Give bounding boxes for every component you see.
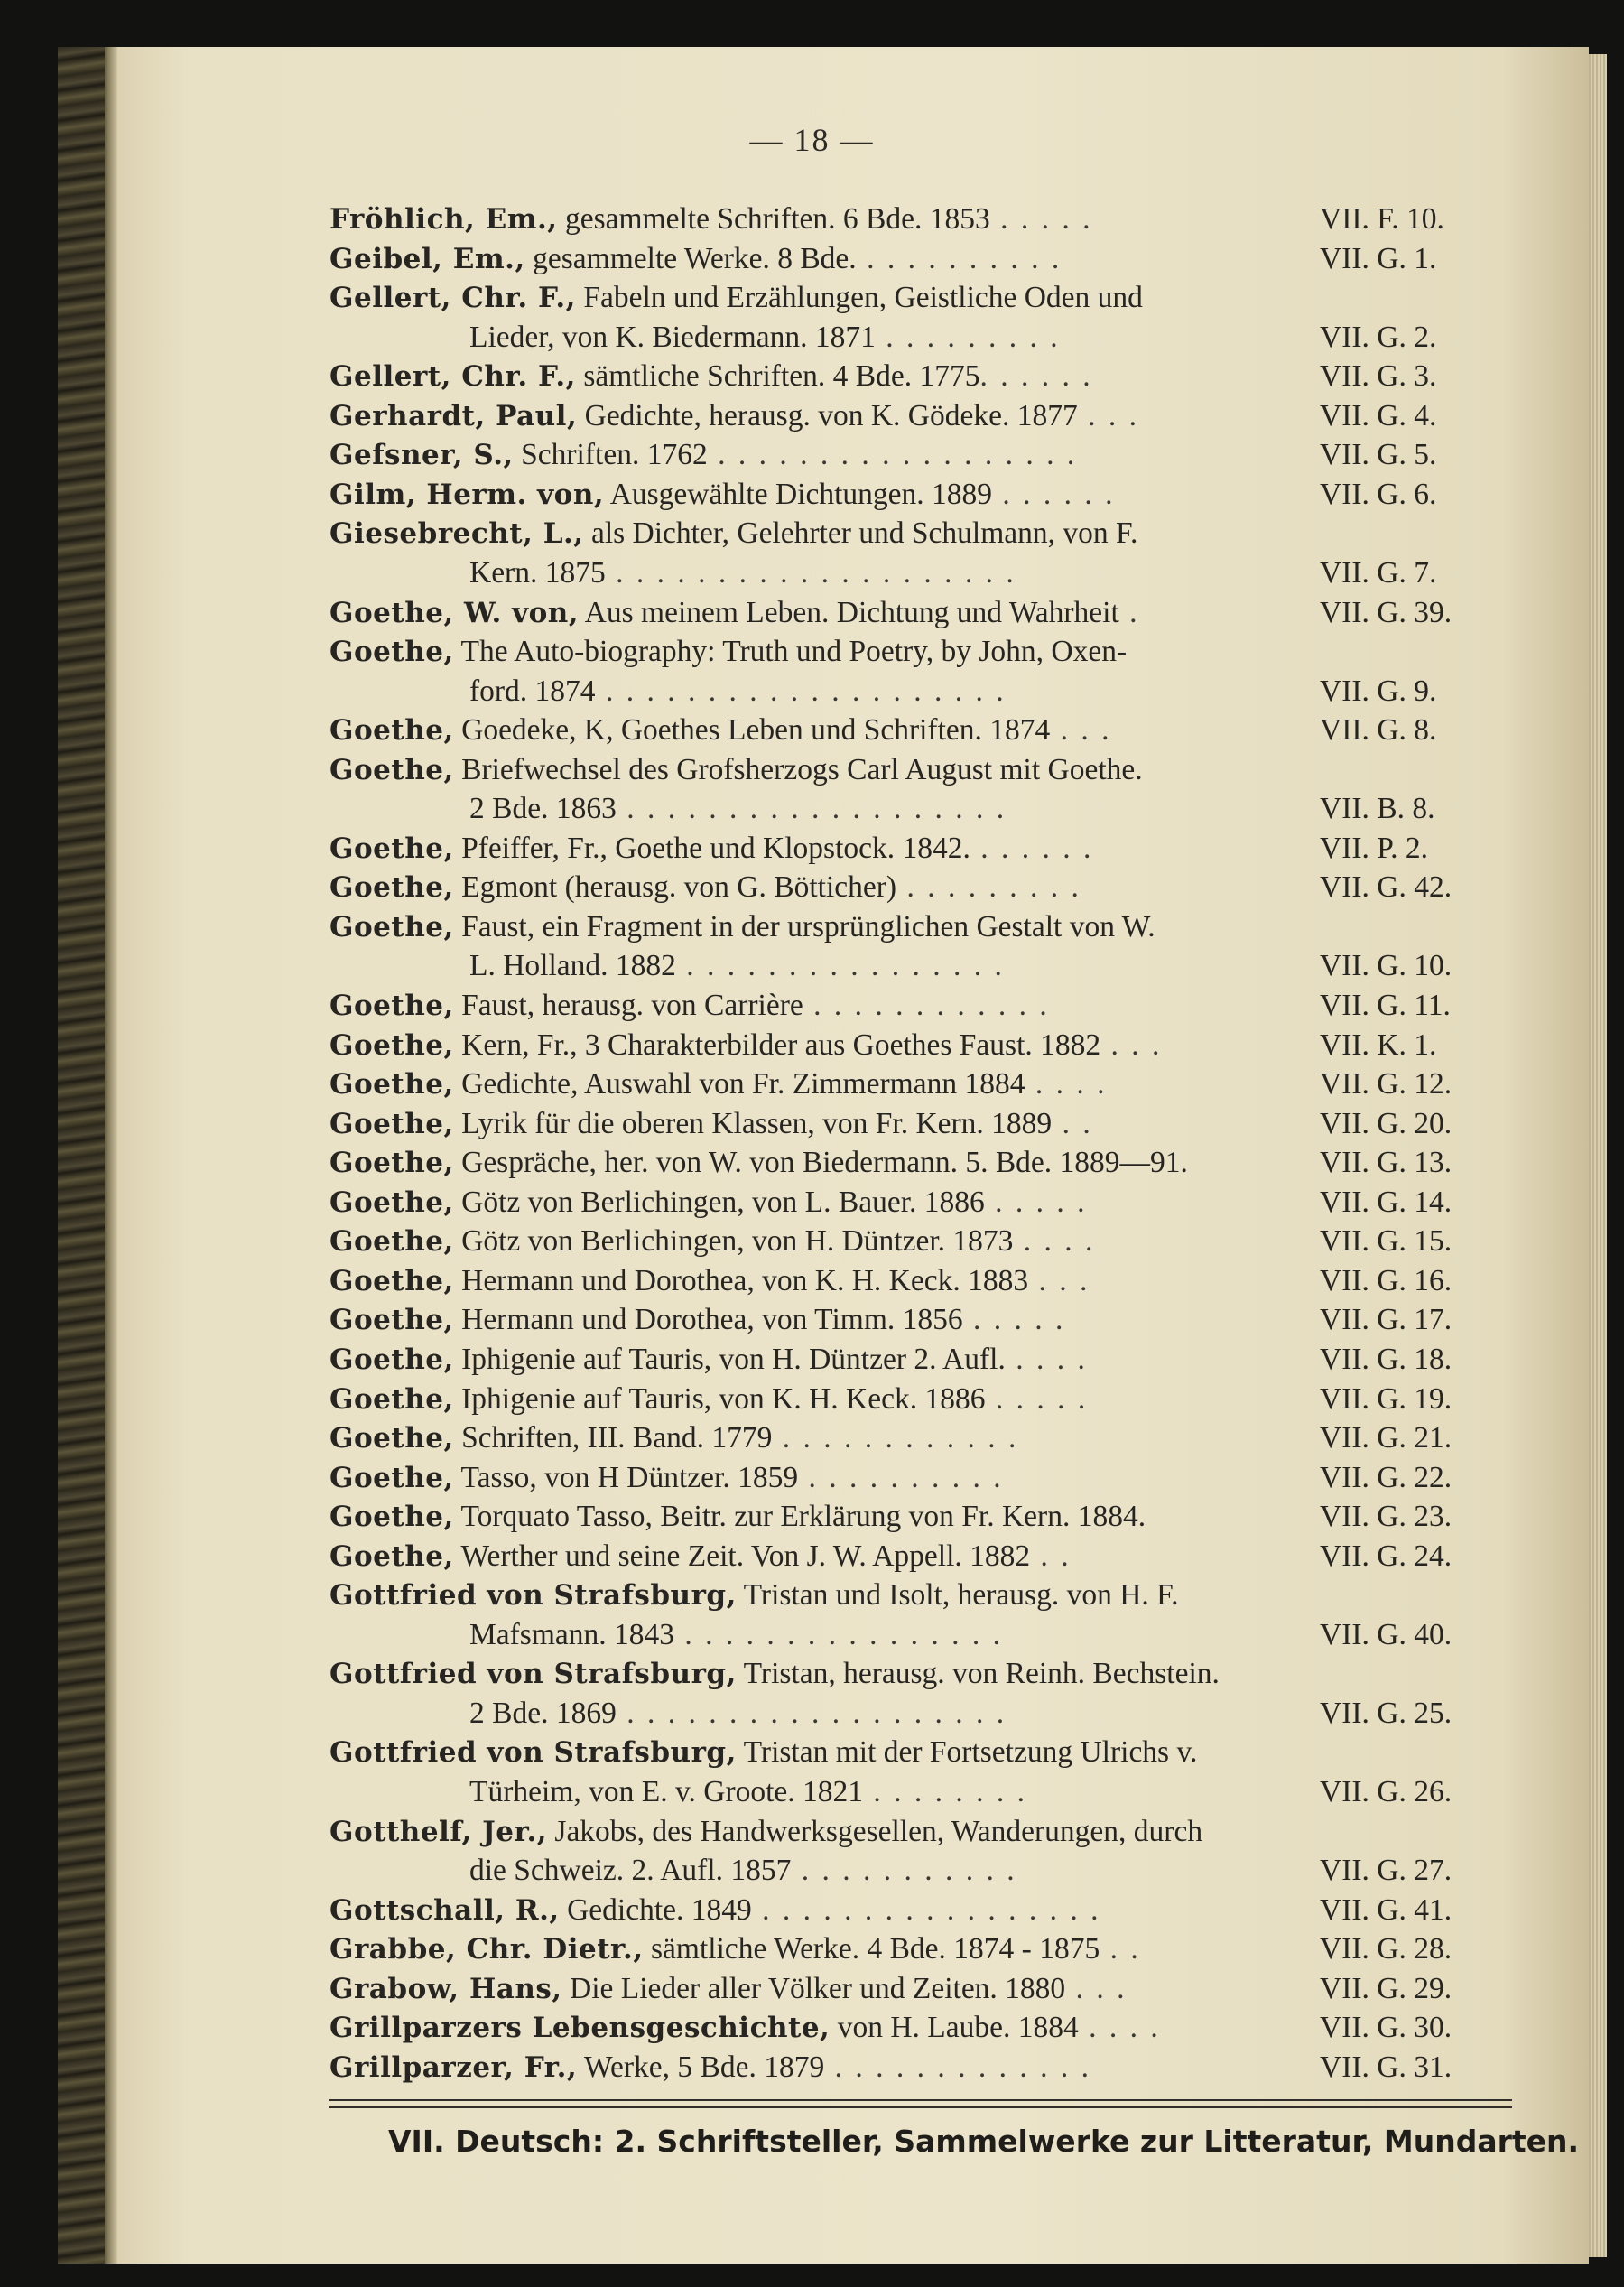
entry-text <box>329 2048 1291 2087</box>
entry-title: Tasso, von H Düntzer. 1859 <box>453 1460 799 1494</box>
catalog-entry <box>329 1300 1503 1340</box>
entry-title: sämtliche Werke. 4 Bde. 1874 - 1875 <box>643 1932 1100 1966</box>
entry-text <box>329 1654 1291 1694</box>
catalog-entry <box>329 1064 1503 1104</box>
entry-title: Faust, herausg. von Carrière <box>453 989 803 1022</box>
entry-title: Pfeiffer, Fr., Goethe und Klopstock. 1842. <box>453 831 970 865</box>
catalog-entry <box>329 829 1503 869</box>
page-edges <box>1589 54 1607 2257</box>
leader-dots: . . . . . <box>984 1185 1088 1219</box>
leader-dots: . . . <box>1028 1263 1090 1297</box>
leader-dots: . . . . . . . . . . . . . . . . . <box>751 1892 1101 1927</box>
entry-text <box>469 1694 1291 1734</box>
catalog-entry <box>329 986 1503 1026</box>
shelf-mark: VII. G. 13. <box>1320 1146 1452 1180</box>
shelf-mark: VII. G. 1. <box>1320 241 1437 275</box>
entry-headword: Gellert, Chr. F., <box>329 360 576 394</box>
entry-text <box>329 1733 1291 1772</box>
entry-title: Türheim, von E. v. Groote. 1821 <box>469 1775 864 1808</box>
entry-title: Schriften, III. Band. 1779 <box>453 1421 773 1455</box>
entry-text <box>329 1380 1291 1419</box>
entry-headword: Goethe, <box>329 1028 454 1062</box>
shelf-mark: VII. G. 10. <box>1320 949 1452 983</box>
book-binding <box>58 47 105 2264</box>
entry-title: 2 Bde. 1869 <box>469 1696 617 1730</box>
entry-text <box>329 868 1291 907</box>
shelf-mark: VII. K. 1. <box>1320 1027 1437 1062</box>
entry-headword: Gerhardt, Paul, <box>329 399 578 432</box>
shelf-mark: VII. G. 2. <box>1320 320 1437 354</box>
entry-title: Lieder, von K. Biedermann. 1871 <box>469 320 876 354</box>
shelf-mark: VII. G. 41. <box>1320 1892 1452 1927</box>
shelf-mark: VII. G. 40. <box>1320 1617 1452 1651</box>
entry-headword: Gottfried von Strafsburg, <box>329 1736 737 1770</box>
entry-text <box>329 1929 1291 1969</box>
entry-headword: Goethe, <box>329 871 454 905</box>
entry-text <box>329 200 1291 239</box>
catalog-entry <box>329 1418 1503 1458</box>
entry-headword: Goethe, <box>329 1304 454 1337</box>
leader-dots: . . . . <box>1078 2011 1161 2045</box>
leader-dots: . . . . . . . . . . . <box>791 1854 1017 1888</box>
shelf-mark: VII. G. 11. <box>1320 989 1451 1022</box>
entry-headword: Gellert, Chr. F., <box>329 282 576 315</box>
catalog-entry <box>329 514 1503 553</box>
leader-dots: . . . . . . <box>979 359 1093 394</box>
leader-dots: . . . . . . . . . . . . . . . . . . . . <box>595 674 1007 708</box>
leader-dots: . . . . . . . . . . . . <box>803 989 1050 1022</box>
entry-headword: Goethe, <box>329 832 454 865</box>
catalog-entry <box>329 1104 1503 1144</box>
entry-title: Götz von Berlichingen, von H. Düntzer. 1873 <box>453 1224 1014 1259</box>
catalog-entry <box>329 672 1503 711</box>
entry-text <box>329 1458 1291 1498</box>
shelf-mark: VII. G. 9. <box>1320 674 1437 708</box>
leader-dots: . . . . . . . . . <box>896 870 1081 905</box>
entry-title: gesammelte Schriften. 6 Bde. 1853 <box>557 202 990 236</box>
entry-text <box>329 1891 1291 1930</box>
leader-dots: . . . . . . . . . . . . . <box>824 2050 1091 2084</box>
leader-dots: . . . . . . . . . . . . . . . . . . . <box>616 792 1007 826</box>
footer-rule-bottom <box>329 2106 1512 2108</box>
entry-title: Mafsmann. 1843 <box>469 1617 675 1651</box>
shelf-mark: VII. G. 14. <box>1320 1185 1452 1219</box>
shelf-mark: VII. G. 4. <box>1320 398 1437 432</box>
entry-headword: Goethe, <box>329 1068 454 1102</box>
entry-title: die Schweiz. 2. Aufl. 1857 <box>469 1854 792 1888</box>
shelf-mark: VII. G. 29. <box>1320 1971 1452 2005</box>
entry-text <box>329 1340 1291 1380</box>
catalog-entry <box>329 1537 1503 1576</box>
catalog-entry <box>329 1891 1503 1930</box>
entry-text <box>329 750 1291 790</box>
catalog-entry <box>329 1026 1503 1065</box>
entry-headword: Goethe, <box>329 990 454 1022</box>
catalog-entry <box>329 1183 1503 1223</box>
shelf-mark: VII. F. 10. <box>1320 202 1444 236</box>
catalog-entry <box>329 318 1503 358</box>
entry-text <box>329 829 1291 869</box>
catalog-entry <box>329 868 1503 907</box>
entry-title: Kern. 1875 <box>469 555 606 590</box>
entry-headword: Fröhlich, Em., <box>329 203 558 236</box>
entry-title: Gedichte, herausg. von K. Gödeke. 1877 <box>577 398 1078 432</box>
entry-text <box>329 1969 1291 2009</box>
leader-dots: . . . . <box>1025 1067 1108 1102</box>
shelf-mark: VII. G. 42. <box>1320 870 1452 905</box>
entry-headword: Goethe, <box>329 636 454 669</box>
entry-text <box>469 789 1291 829</box>
shelf-mark: VII. G. 12. <box>1320 1067 1452 1102</box>
shelf-mark: VII. G. 27. <box>1320 1854 1452 1888</box>
entry-text <box>329 514 1291 553</box>
shelf-mark: VII. G. 3. <box>1320 359 1437 394</box>
shelf-mark: VII. G. 8. <box>1320 713 1437 748</box>
shelf-mark: VII. P. 2. <box>1320 831 1429 865</box>
catalog-entry <box>329 1772 1503 1812</box>
entry-text <box>469 318 1291 358</box>
leader-dots: . . . . . . . . . . . . . . . . . . . <box>616 1696 1007 1730</box>
leader-dots: . . . <box>1065 1971 1128 2005</box>
entry-title: Tristan und Isolt, herausg. von H. F. <box>736 1578 1179 1613</box>
entry-title: Aus meinem Leben. Dichtung und Wahrheit <box>579 595 1119 629</box>
catalog-entry <box>329 1654 1503 1694</box>
entry-headword: Goethe, <box>329 910 454 944</box>
leader-dots: . <box>1118 595 1140 629</box>
catalog-entry <box>329 632 1503 672</box>
catalog-entry <box>329 907 1503 947</box>
entry-title: sämtliche Schriften. 4 Bde. 1775 <box>575 359 980 394</box>
entry-title: Hermann und Dorothea, von Timm. 1856 <box>453 1303 963 1337</box>
entry-text <box>329 1026 1291 1065</box>
entry-headword: Goethe, <box>329 1501 454 1534</box>
shelf-mark: VII. G. 23. <box>1320 1500 1452 1534</box>
entry-text <box>329 1576 1291 1615</box>
entry-title: gesammelte Werke. 8 Bde. <box>524 241 857 275</box>
entry-headword: Goethe, <box>329 1422 454 1455</box>
catalog-entry <box>329 1812 1503 1852</box>
entry-title: Iphigenie auf Tauris, von H. Düntzer 2. Aufl. <box>453 1342 1006 1376</box>
catalog-entry <box>329 1576 1503 1615</box>
entry-text <box>329 2008 1291 2048</box>
leader-dots: . . . . . . . . . . . . . . . . <box>674 1617 1004 1651</box>
entry-title: Kern, Fr., 3 Charakterbilder aus Goethes Faust. 1882 <box>453 1027 1101 1062</box>
entry-text <box>329 593 1291 633</box>
entry-headword: Grillparzer, Fr., <box>329 2050 578 2084</box>
leader-dots: . . . . . . . . . . <box>856 241 1063 275</box>
entry-text <box>329 239 1291 279</box>
entry-text <box>329 1183 1291 1223</box>
shelf-mark: VII. G. 5. <box>1320 438 1437 472</box>
catalog-entry <box>329 1497 1503 1537</box>
leader-dots: . . . . . . . . . <box>875 320 1061 354</box>
entry-headword: Gefsner, S., <box>329 439 514 472</box>
leader-dots: . . . . . <box>989 202 1093 236</box>
leader-dots: . . . . . . . . . . . . <box>772 1421 1019 1455</box>
leader-dots: . . . . . . . . <box>863 1775 1028 1808</box>
entry-title: Gedichte, Auswahl von Fr. Zimmermann 1884 <box>453 1067 1025 1102</box>
entry-headword: Gottfried von Strafsburg, <box>329 1658 737 1691</box>
entry-title: Gespräche, her. von W. von Biedermann. 5. Bde. 1889—91. <box>453 1146 1188 1180</box>
entry-headword: Grabow, Hans, <box>329 1972 562 2005</box>
entry-text <box>329 435 1291 475</box>
catalog-entry <box>329 946 1503 986</box>
entry-text <box>329 1300 1291 1340</box>
shelf-mark: VII. B. 8. <box>1320 792 1435 826</box>
entry-title: Ausgewählte Dichtungen. 1889 <box>604 477 993 511</box>
entry-title: Werther und seine Zeit. Von J. W. Appell. 1882 <box>453 1539 1031 1573</box>
leader-dots: . . . . . . . . . . . . . . . . . . <box>707 438 1078 472</box>
catalog-entry <box>329 593 1503 633</box>
entry-headword: Grillparzers Lebensgeschichte, <box>329 2012 831 2045</box>
entry-text <box>469 1615 1291 1655</box>
catalog-entry <box>329 200 1503 239</box>
shelf-mark: VII. G. 39. <box>1320 595 1452 629</box>
entry-title: Jakobs, des Handwerksgesellen, Wanderungen, durch <box>547 1814 1203 1848</box>
entry-headword: Geibel, Em., <box>329 242 525 275</box>
entry-title: Torquato Tasso, Beitr. zur Erklärung von Fr. Kern. 1884. <box>453 1500 1146 1534</box>
shelf-mark: VII. G. 28. <box>1320 1932 1452 1966</box>
leader-dots: . . . . . . . . . . . . . . . . . . . . <box>605 555 1016 590</box>
entry-text <box>329 475 1291 515</box>
leader-dots: . . . . . <box>985 1381 1089 1416</box>
leader-dots: . . . <box>1050 713 1112 748</box>
entry-headword: Goethe, <box>329 1539 454 1573</box>
leader-dots: . . . . . . <box>992 477 1116 511</box>
entry-headword: Goethe, <box>329 1382 454 1416</box>
entry-text <box>329 907 1291 947</box>
shelf-mark: VII. G. 15. <box>1320 1224 1452 1259</box>
shelf-mark: VII. G. 17. <box>1320 1303 1452 1337</box>
entry-headword: Grabbe, Chr. Dietr., <box>329 1933 644 1966</box>
entry-text <box>329 986 1291 1026</box>
entry-title: Tristan, herausg. von Reinh. Bechstein. <box>736 1657 1220 1691</box>
entry-headword: Goethe, <box>329 1225 454 1259</box>
catalog-entry <box>329 1380 1503 1419</box>
entry-title: Die Lieder aller Völker und Zeiten. 1880 <box>561 1971 1066 2005</box>
entry-text <box>329 357 1291 396</box>
entry-text <box>469 1851 1291 1891</box>
entry-text <box>329 632 1291 672</box>
entry-title: Gedichte. 1849 <box>559 1892 752 1927</box>
entry-headword: Goethe, <box>329 1147 454 1180</box>
entry-text <box>329 711 1291 750</box>
entry-text <box>329 396 1291 436</box>
catalog-entry <box>329 1458 1503 1498</box>
page-number: — 18 — <box>749 122 875 158</box>
entry-title: 2 Bde. 1863 <box>469 792 617 826</box>
leader-dots: . . <box>1030 1539 1072 1573</box>
entry-title: von H. Laube. 1884 <box>830 2011 1079 2045</box>
shelf-mark: VII. G. 7. <box>1320 555 1437 590</box>
catalog-entry <box>329 2008 1503 2048</box>
entry-text <box>329 1497 1291 1537</box>
footer-rule-top <box>329 2099 1512 2101</box>
entry-title: Goedeke, K, Goethes Leben und Schriften. 1874 <box>453 713 1051 748</box>
entry-title: Faust, ein Fragment in der ursprünglichen Gestalt von W. <box>453 909 1155 944</box>
catalog-entry <box>329 1143 1503 1183</box>
leader-dots: . . . <box>1100 1027 1163 1062</box>
entry-title: L. Holland. 1882 <box>469 949 676 983</box>
catalog-entry <box>329 553 1503 593</box>
entry-headword: Goethe, W. von, <box>329 596 580 629</box>
entry-headword: Gottfried von Strafsburg, <box>329 1579 737 1613</box>
entry-title: Lyrik für die oberen Klassen, von Fr. Kern. 1889 <box>453 1106 1053 1140</box>
shelf-mark: VII. G. 18. <box>1320 1342 1452 1376</box>
leader-dots: . . . . . . <box>970 831 1094 865</box>
catalog-entry <box>329 711 1503 750</box>
catalog-entry <box>329 475 1503 515</box>
entry-text <box>329 1812 1291 1852</box>
entry-title: Iphigenie auf Tauris, von K. H. Keck. 1886 <box>453 1381 986 1416</box>
catalog-entry <box>329 1340 1503 1380</box>
catalog-entry <box>329 789 1503 829</box>
leader-dots: . . . . <box>1005 1342 1088 1376</box>
shelf-mark: VII. G. 6. <box>1320 477 1437 511</box>
entry-title: ford. 1874 <box>469 674 596 708</box>
catalog-entry <box>329 239 1503 279</box>
catalog-entry <box>329 750 1503 790</box>
catalog-entry <box>329 1851 1503 1891</box>
catalog-entry <box>329 1694 1503 1734</box>
shelf-mark: VII. G. 25. <box>1320 1696 1452 1730</box>
catalog-entry <box>329 1261 1503 1301</box>
catalog-entry <box>329 1615 1503 1655</box>
entry-headword: Goethe, <box>329 1107 454 1140</box>
shelf-mark: VII. G. 30. <box>1320 2011 1452 2045</box>
entry-title: Egmont (herausg. von G. Bötticher) <box>453 870 897 905</box>
shelf-mark: VII. G. 22. <box>1320 1460 1452 1494</box>
entry-title: Schriften. 1762 <box>513 438 708 472</box>
shelf-mark: VII. G. 31. <box>1320 2050 1452 2084</box>
leader-dots: . . . . <box>1013 1224 1096 1259</box>
leader-dots: . . . . . <box>962 1303 1066 1337</box>
entry-title: Hermann und Dorothea, von K. H. Keck. 1883 <box>453 1263 1029 1297</box>
entry-headword: Giesebrecht, L., <box>329 517 584 551</box>
entry-headword: Goethe, <box>329 1343 454 1376</box>
entry-text <box>329 1261 1291 1301</box>
entry-text <box>469 946 1291 986</box>
entry-headword: Gilm, Herm. von, <box>329 478 605 511</box>
entry-text <box>329 278 1291 318</box>
entry-headword: Gottschall, R., <box>329 1893 560 1927</box>
entry-title: Fabeln und Erzählungen, Geistliche Oden und <box>575 281 1143 315</box>
catalog-entry <box>329 1222 1503 1261</box>
catalog-entry <box>329 1733 1503 1772</box>
entry-text <box>329 1222 1291 1261</box>
entry-title: Briefwechsel des Grofsherzogs Carl August mit Goethe. <box>453 752 1143 786</box>
entry-text <box>329 1418 1291 1458</box>
leader-dots: . . . . . . . . . . . . . . . . <box>675 949 1005 983</box>
section-footer: VII. Deutsch: 2. Schriftsteller, Sammelwerke zur Litteratur, Mundarten. <box>388 2124 1580 2159</box>
shelf-mark: VII. G. 20. <box>1320 1106 1452 1140</box>
catalog-entry <box>329 1969 1503 2009</box>
entry-title: The Auto-biography: Truth und Poetry, by John, Oxen- <box>453 635 1128 669</box>
leader-dots: . . . <box>1077 398 1139 432</box>
shelf-mark: VII. G. 16. <box>1320 1263 1452 1297</box>
shelf-mark: VII. G. 24. <box>1320 1539 1452 1573</box>
entry-text <box>329 1143 1291 1183</box>
entry-text <box>469 672 1291 711</box>
shelf-mark: VII. G. 19. <box>1320 1381 1452 1416</box>
entry-headword: Goethe, <box>329 1461 454 1494</box>
catalog-entry <box>329 435 1503 475</box>
entry-headword: Goethe, <box>329 753 454 786</box>
entry-headword: Gotthelf, Jer., <box>329 1815 548 1848</box>
entry-headword: Goethe, <box>329 1185 454 1219</box>
catalog-entry <box>329 357 1503 396</box>
entry-title: Tristan mit der Fortsetzung Ulrichs v. <box>736 1735 1198 1770</box>
leader-dots: . . <box>1100 1932 1141 1966</box>
leader-dots: . . . . . . . . . . <box>798 1460 1004 1494</box>
catalog-entry <box>329 396 1503 436</box>
entry-text <box>329 1537 1291 1576</box>
entry-text <box>469 1772 1291 1812</box>
entry-text <box>329 1104 1291 1144</box>
leader-dots: . . <box>1052 1106 1093 1140</box>
catalog-entry <box>329 2048 1503 2087</box>
entry-text <box>469 553 1291 593</box>
entry-headword: Goethe, <box>329 714 454 748</box>
shelf-mark: VII. G. 26. <box>1320 1775 1452 1808</box>
catalog-entry <box>329 278 1503 318</box>
entry-title: Werke, 5 Bde. 1879 <box>577 2050 825 2084</box>
shelf-mark: VII. G. 21. <box>1320 1421 1452 1455</box>
entry-headword: Goethe, <box>329 1264 454 1297</box>
entry-text <box>329 1064 1291 1104</box>
entry-title: als Dichter, Gelehrter und Schulmann, von F. <box>583 516 1138 551</box>
catalog-entry <box>329 1929 1503 1969</box>
entry-title: Götz von Berlichingen, von L. Bauer. 1886 <box>453 1185 985 1219</box>
